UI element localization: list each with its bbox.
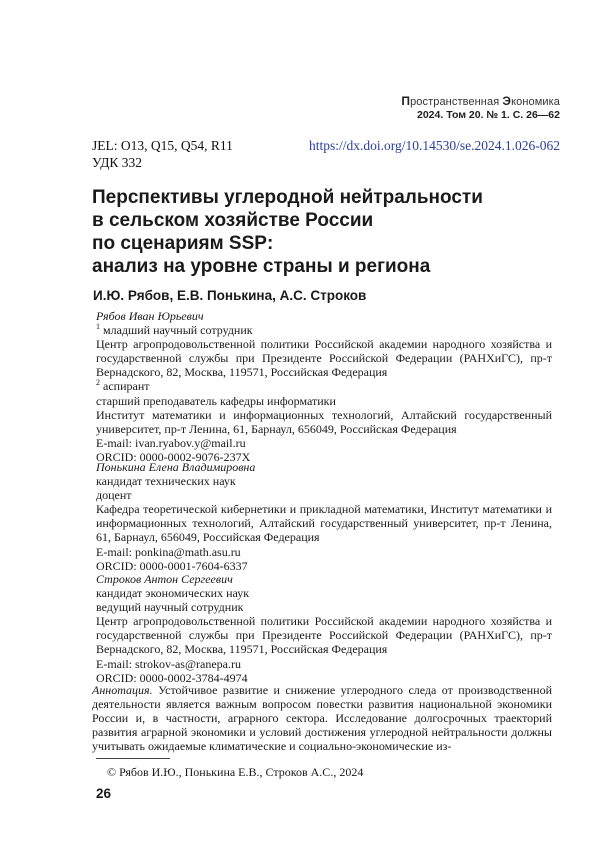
journal-issue: 2024. Том 20. № 1. С. 26—62 xyxy=(417,109,560,121)
abstract-label: Аннотация. xyxy=(92,683,153,697)
title-line: анализ на уровне страны и региона xyxy=(92,256,431,277)
abstract-text: Устойчивое развитие и снижение углеродного следа от производственной деятельности является важным вопросом повестки развития национальной экономики России и, в частности, аграрного сектора. Исследование долгосрочных траекторий развития аграрной экономики и условий достижения углеродной нейтральности должны учитывать ожидаемые климатические и социально-экономические из- xyxy=(92,683,552,754)
author-email[interactable]: E-mail: ivan.ryabov.y@mail.ru xyxy=(96,435,246,450)
author-orcid: ORCID: 0000-0002-3784-4974 xyxy=(96,670,248,685)
author-email[interactable]: E-mail: ponkina@math.asu.ru xyxy=(96,544,241,559)
author-email[interactable]: E-mail: strokov-as@ranepa.ru xyxy=(96,656,242,671)
authors-line: И.Ю. Рябов, Е.В. Понькина, А.С. Строков xyxy=(93,288,367,303)
author-orcid: ORCID: 0000-0001-7604-6337 xyxy=(96,558,248,573)
author-name: Понькина Елена Владимировна xyxy=(96,460,256,474)
author-degree: кандидат технических наук xyxy=(96,474,236,489)
author-orcid: ORCID: 0000-0002-9076-237X xyxy=(96,449,251,464)
journal-header xyxy=(401,95,560,122)
author-info-ryabov xyxy=(96,309,552,464)
title-line: по сценариям SSP: xyxy=(92,233,274,254)
jel-codes: JEL: O13, Q15, Q54, R11 xyxy=(92,138,233,153)
author-affiliation: Центр агропродовольственной политики Российской академии народного хозяйства и государственной службы при Президенте Российской Федерации (РАНХиГС), пр-т Вернадского, 82, Москва, 119571, Российская Федерация xyxy=(96,337,552,380)
article-title xyxy=(92,186,562,278)
title-line: Перспективы углеродной нейтральности xyxy=(92,187,483,208)
journal-name: Пространственная Экономика xyxy=(401,94,560,108)
author-position: $^2$ аспирант xyxy=(96,378,150,394)
author-degree: кандидат экономических наук xyxy=(96,586,250,601)
author-info-strokov xyxy=(96,572,552,685)
author-name: Строков Антон Сергеевич xyxy=(96,572,233,586)
author-name: Рябов Иван Юрьевич xyxy=(96,309,204,323)
page-number: 26 xyxy=(96,786,112,801)
author-affiliation: Центр агропродовольственной политики Российской академии народного хозяйства и государственной службы при Президенте Российской Федерации (РАНХиГС), пр-т Вернадского, 82, Москва, 119571, Российская Федерация xyxy=(96,614,552,657)
udk-code: УДК 332 xyxy=(92,155,143,170)
author-affiliation: Кафедра теоретической кибернетики и прикладной математики, Институт математики и информационных технологий, Алтайский государственный университет, пр-т Ленина, 61, Барнаул, 656049, Российская Федерация xyxy=(96,502,552,545)
author-info-ponkina xyxy=(96,460,552,573)
author-position: ведущий научный сотрудник xyxy=(96,600,244,615)
copyright-notice: © Рябов И.Ю., Понькина Е.В., Строков А.С., 2024 xyxy=(107,765,364,779)
author-position: доцент xyxy=(96,488,132,503)
author-affiliation: Институт математики и информационных технологий, Алтайский государственный университет, пр-т Ленина, 61, Барнаул, 656049, Российская Федерация xyxy=(96,407,552,436)
abstract xyxy=(92,683,552,753)
doi-link[interactable]: https://dx.doi.org/10.14530/se.2024.1.026-062 xyxy=(308,138,560,153)
classification-codes xyxy=(92,137,233,171)
title-line: в сельском хозяйстве России xyxy=(92,210,374,231)
footnote-divider xyxy=(96,758,170,759)
author-position: $^1$ младший научный сотрудник xyxy=(96,322,253,338)
author-position: старший преподаватель кафедры информатики xyxy=(96,393,336,408)
